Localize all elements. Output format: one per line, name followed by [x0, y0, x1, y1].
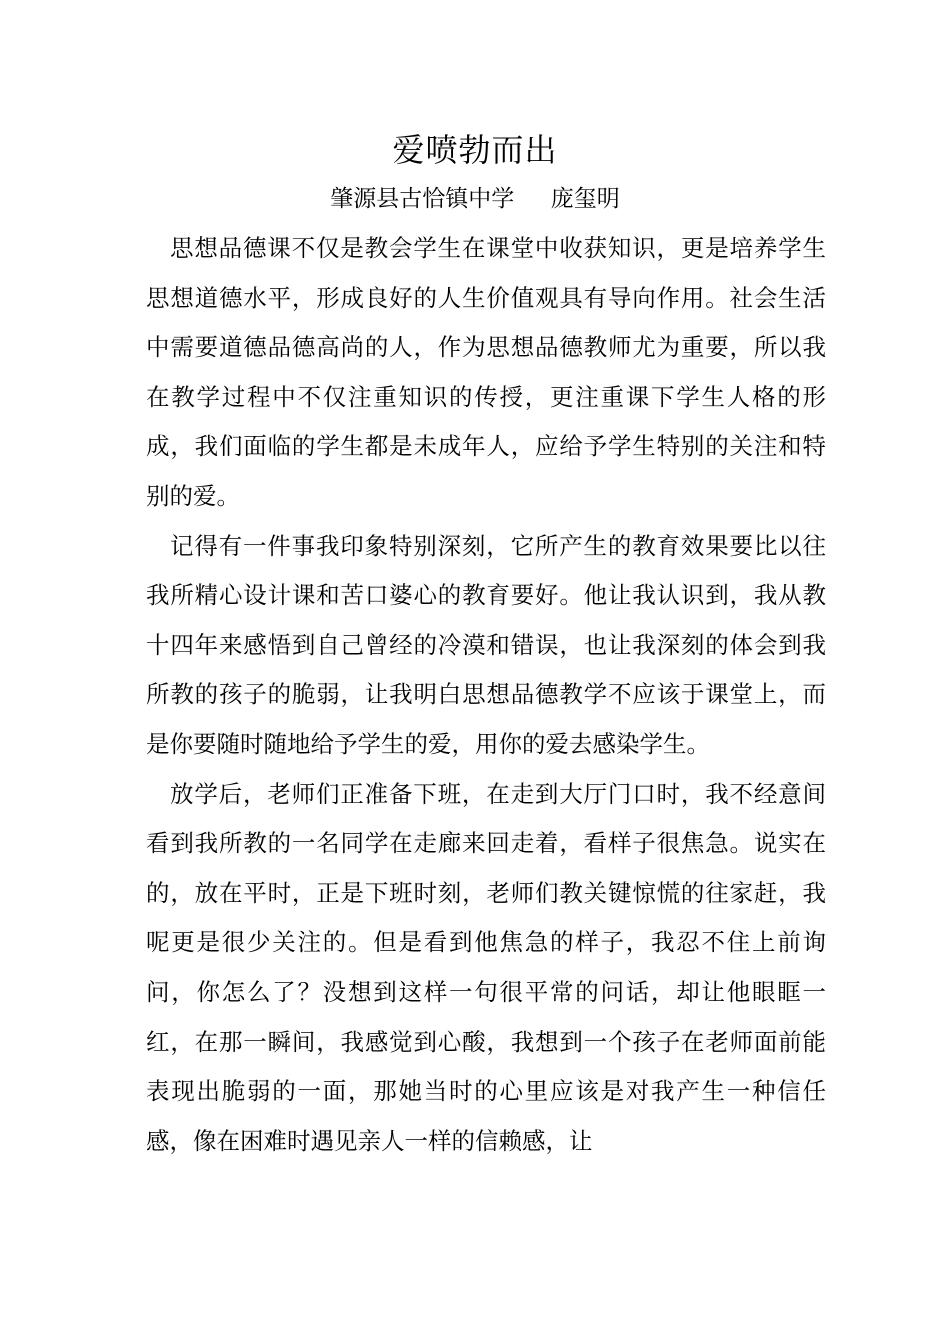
paragraph: 思想品德课不仅是教会学生在课堂中收获知识，更是培养学生思想道德水平，形成良好的人生价值观具有导向作用。社会生活中需要道德品德高尚的人，作为思想品德教师尤为重要，所以我在教学过程中不仅注重知识的传授，更注重课下学生人格的形成，我们面临的学生都是未成年人，应给予学生特别的关注和特别的爱。: [146, 234, 826, 510]
paragraph: 记得有一件事我印象特别深刻，它所产生的教育效果要比以往我所精心设计课和苦口婆心的教育要好。他让我认识到，我从教十四年来感悟到自己曾经的冷漠和错误，也让我深刻的体会到我所教的孩子的脆弱，让我明白思想品德教学不应该于课堂上，而是你要随时随地给予学生的爱，用你的爱去感染学生。: [146, 531, 826, 758]
document-body: [146, 224, 826, 1166]
document-title: 爱喷勃而出: [392, 131, 558, 169]
author-line: 肇源县古恰镇中学 庞玺明: [330, 186, 620, 212]
paragraph: 放学后，老师们正准备下班，在走到大厅门口时，我不经意间看到我所教的一名同学在走廊来回走着，看样子很焦急。说实在的，放在平时，正是下班时刻，老师们教关键惊慌的往家赶，我呢更是很少关注的。但是看到他焦急的样子，我忍不住上前询问，你怎么了？没想到这样一句很平常的问话，却让他眼眶一红，在那一瞬间，我感觉到心酸，我想到一个孩子在老师面前能表现出脆弱的一面，那她当时的心里应该是对我产生一种信任感，像在困难时遇见亲人一样的信赖感，让: [146, 779, 826, 1155]
